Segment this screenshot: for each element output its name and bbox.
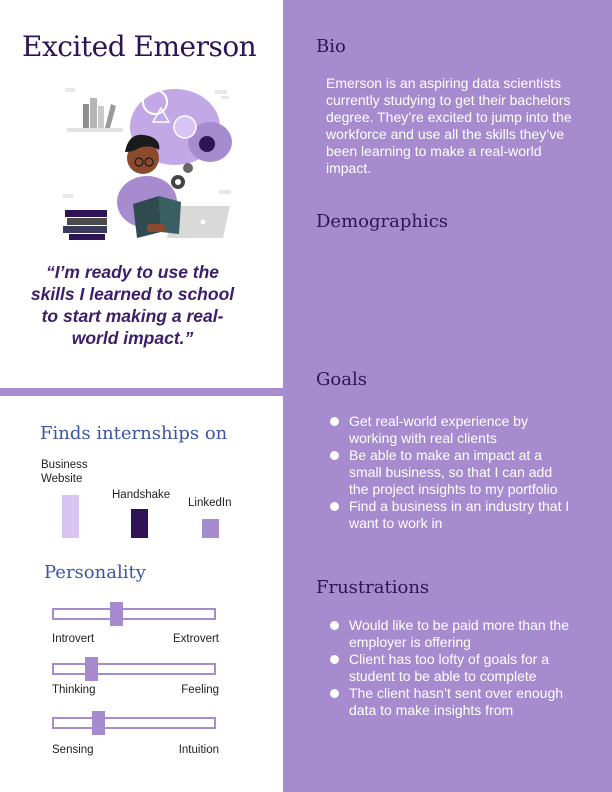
persona-name: Excited Emerson xyxy=(22,30,257,63)
chart-bar xyxy=(202,519,219,538)
chart-bar xyxy=(62,495,79,538)
chart-category-label: LinkedIn xyxy=(188,497,232,509)
frustration-item: Client has too lofty of goals for a student to be able to complete xyxy=(328,651,573,685)
left-divider-bar xyxy=(0,388,283,396)
scale-left-label: Thinking xyxy=(52,684,96,696)
slider-thumb xyxy=(92,711,105,735)
chart-bar xyxy=(131,509,148,538)
demographics-title: Demographics xyxy=(316,211,449,232)
bullet-icon xyxy=(330,417,339,426)
chart-category-label: Handshake xyxy=(112,489,171,501)
goals-list xyxy=(328,413,573,532)
bio-title: Bio xyxy=(316,36,346,57)
goals-title: Goals xyxy=(316,369,367,390)
bullet-icon xyxy=(330,655,339,664)
bullet-icon xyxy=(330,621,339,630)
scale-right-label: Intuition xyxy=(178,744,219,756)
scale-right-label: Feeling xyxy=(181,684,219,696)
personality-title: Personality xyxy=(44,562,146,583)
frustrations-title: Frustrations xyxy=(316,577,430,598)
frustrations-list xyxy=(328,617,573,719)
student-studying-illustration xyxy=(55,82,240,242)
internship-bar-chart xyxy=(36,458,246,548)
sensing-intuition-slider xyxy=(52,717,216,729)
chart-category-label: Business Website xyxy=(41,459,88,485)
internships-title: Finds internships on xyxy=(40,423,228,444)
bullet-icon xyxy=(330,689,339,698)
introvert-extrovert-slider xyxy=(52,608,216,620)
thinking-feeling-slider xyxy=(52,663,216,675)
bullet-icon xyxy=(330,502,339,511)
bullet-icon xyxy=(330,451,339,460)
goal-item: Be able to make an impact at a small business, so that I can add the project insights to my portfolio xyxy=(328,447,573,498)
scale-left-label: Introvert xyxy=(52,633,95,645)
persona-quote: “I’m ready to use the skills I learned to school to start making a real-world impact.” xyxy=(30,262,235,348)
frustration-item: Would like to be paid more than the employer is offering xyxy=(328,617,573,651)
slider-thumb xyxy=(85,657,98,681)
scale-left-label: Sensing xyxy=(52,744,94,756)
goal-item: Find a business in an industry that I want to work in xyxy=(328,498,573,532)
scale-right-label: Extrovert xyxy=(172,633,219,645)
slider-thumb xyxy=(110,602,123,626)
bio-text: Emerson is an aspiring data scientists currently studying to get their bachelors degree. They’re excited to jump into the workforce and use all the skills they’ve been learning to make a real-world impact. xyxy=(326,75,572,176)
frustration-item: The client hasn’t sent over enough data to make insights from xyxy=(328,685,573,719)
goal-item: Get real-world experience by working with real clients xyxy=(328,413,573,447)
